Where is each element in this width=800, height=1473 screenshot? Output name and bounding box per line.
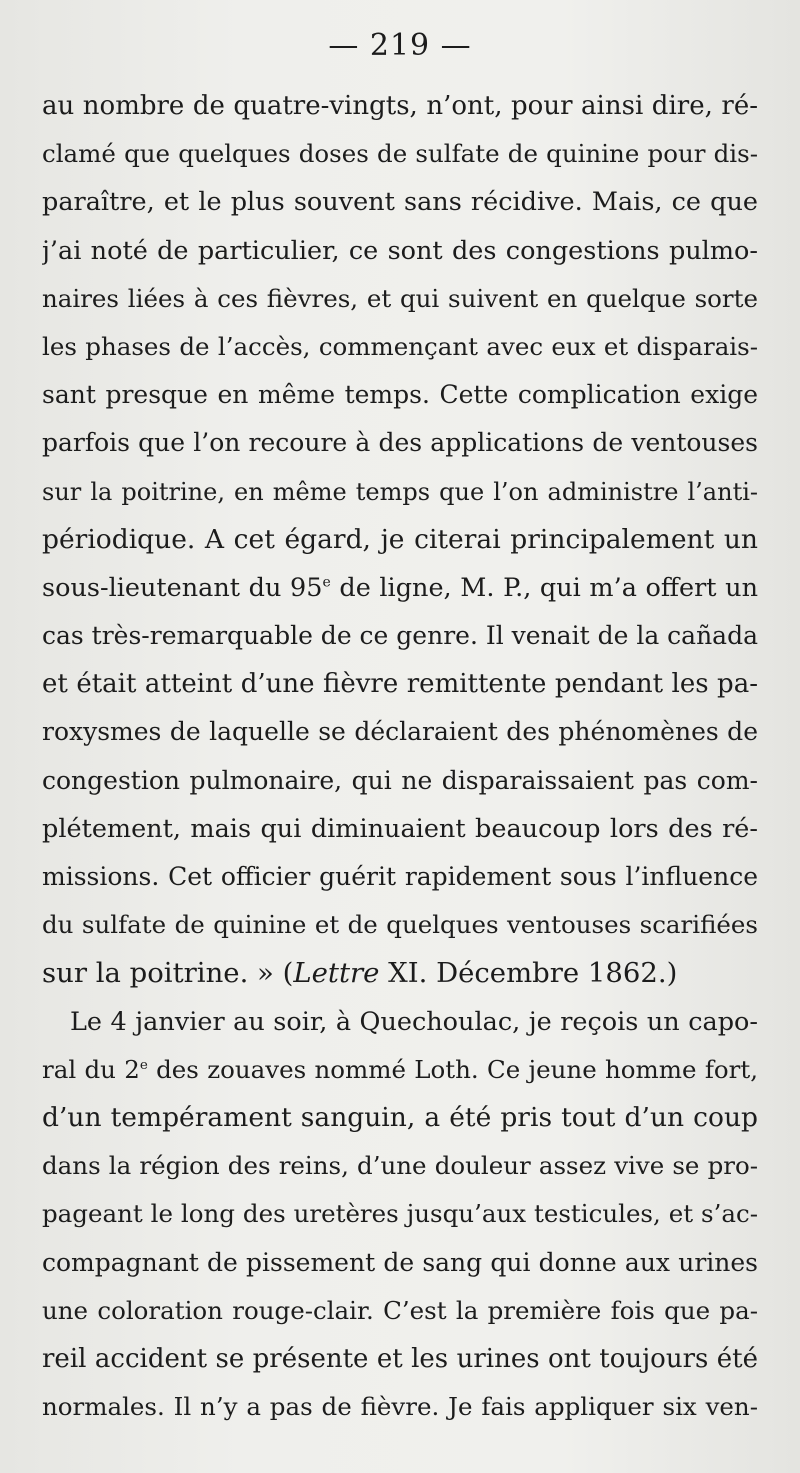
text-line <box>42 1046 758 1094</box>
text-line: compagnant de pissement de sang qui donne aux urines <box>42 1247 758 1277</box>
superscript: e <box>139 1056 148 1073</box>
text-line: du sulfate de quinine et de quelques ventouses scarifiées <box>42 910 758 940</box>
text-line: une coloration rouge-clair. C’est la première fois que pa- <box>42 1295 758 1325</box>
text-line: et était atteint d’une fièvre remittente pendant les pa- <box>42 669 758 700</box>
paragraph-1 <box>42 82 758 998</box>
text-line: Le 4 janvier au soir, à Quechoulac, je reçois un capo- <box>70 1006 758 1037</box>
text-line: les phases de l’accès, commençant avec eux et disparais- <box>42 331 758 361</box>
text-fragment: de ligne, M. P., qui m’a offert un <box>330 572 758 603</box>
text-line: sant presque en même temps. Cette complication exige <box>42 380 758 410</box>
text-line: sur la poitrine, en même temps que l’on administre l’anti- <box>42 477 758 506</box>
text-line: cas très-remarquable de ce genre. Il venait de la cañada <box>42 621 758 651</box>
text-fragment: sous-lieutenant du 95 <box>42 572 323 603</box>
text-fragment: ral du 2 <box>42 1054 140 1084</box>
text-fragment: XI. Décembre 1862.) <box>379 957 678 990</box>
text-line: paraître, et le plus souvent sans récidive. Mais, ce que <box>42 187 758 218</box>
text-line: au nombre de quatre-vingts, n’ont, pour ainsi dire, ré- <box>42 91 758 121</box>
text-line: roxysmes de laquelle se déclaraient des phénomènes de <box>42 717 758 747</box>
text-fragment: sur la poitrine. » ( <box>42 957 294 990</box>
text-line: clamé que quelques doses de sulfate de quinine pour dis- <box>42 139 758 169</box>
text-line: parfois que l’on recoure à des applications de ventouses <box>42 428 758 458</box>
page-number: — 219 — <box>328 28 472 63</box>
superscript: e <box>322 574 331 591</box>
text-line: d’un tempérament sanguin, a été pris tout d’un coup <box>42 1101 758 1133</box>
text-line: naires liées à ces fièvres, et qui suivent en quelque sorte <box>42 283 758 313</box>
text-line <box>42 949 758 997</box>
text-fragment: des zouaves nommé Loth. Ce jeune homme fort, <box>147 1054 758 1084</box>
italic-title: Lettre <box>293 957 380 990</box>
text-line: périodique. A cet égard, je citerai principalement un <box>42 523 758 555</box>
body-text <box>42 82 758 1431</box>
text-line: dans la région des reins, d’une douleur assez vive se pro- <box>42 1151 758 1181</box>
text-line: missions. Cet officier guérit rapidement sous l’influence <box>42 862 758 891</box>
text-line: normales. Il n’y a pas de fièvre. Je fais appliquer six ven- <box>42 1392 758 1422</box>
text-line <box>42 564 758 612</box>
text-line: reil accident se présente et les urines ont toujours été <box>42 1343 758 1374</box>
text-line: plétement, mais qui diminuaient beaucoup lors des ré- <box>42 813 758 844</box>
text-line: pageant le long des uretères jusqu’aux testicules, et s’ac- <box>42 1199 758 1229</box>
text-line: j’ai noté de particulier, ce sont des congestions pulmo- <box>42 235 758 266</box>
text-line: congestion pulmonaire, qui ne disparaissaient pas com- <box>42 765 758 795</box>
paragraph-2 <box>42 998 758 1432</box>
